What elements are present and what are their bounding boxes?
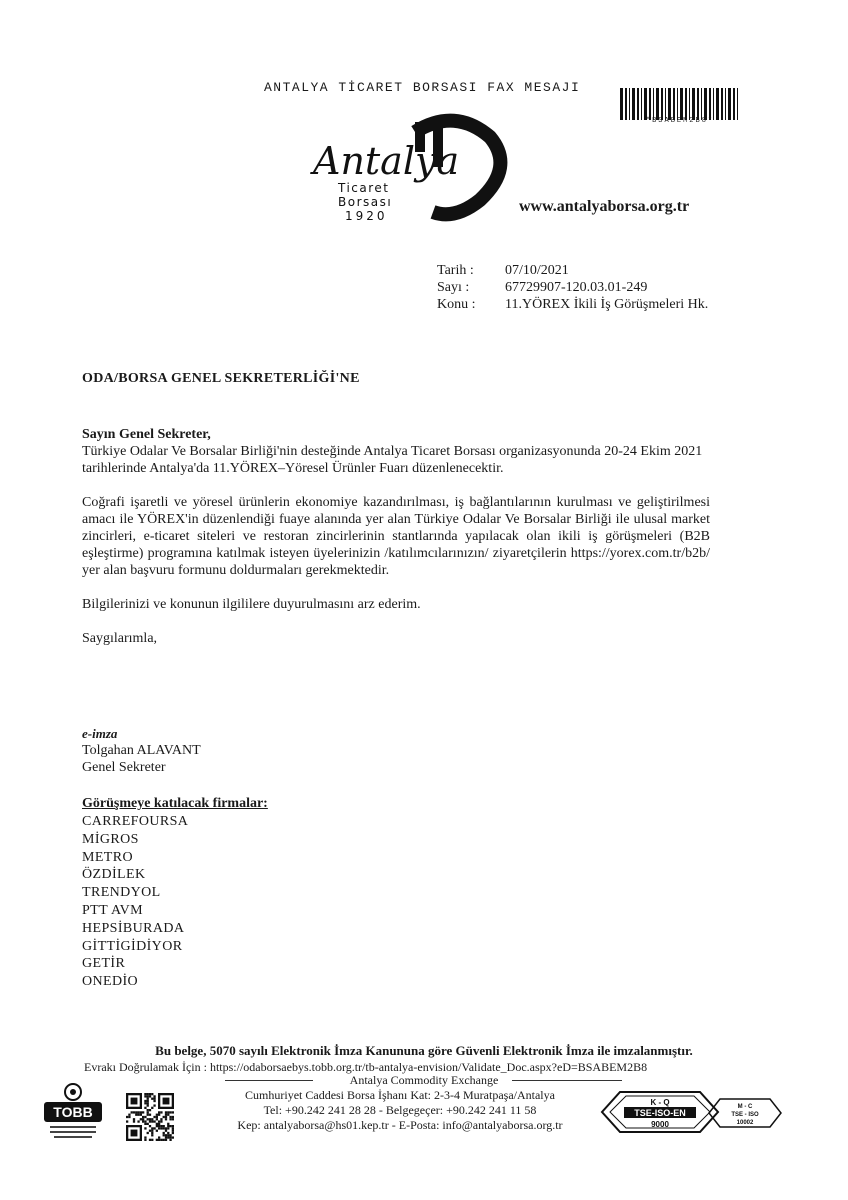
company-item: METRO	[82, 849, 133, 865]
document-meta	[437, 262, 725, 313]
footer-address: Cumhuriyet Caddesi Borsa İşhanı Kat: 2-3-4 Muratpaşa/Antalya	[245, 1088, 555, 1102]
company-item: PTT AVM	[82, 902, 144, 918]
company-item: CARREFOURSA	[82, 814, 189, 829]
company-item: MİGROS	[82, 831, 139, 847]
company-item: HEPSİBURADA	[82, 920, 185, 936]
svg-text:9000: 9000	[651, 1120, 669, 1129]
footer-contact	[200, 1088, 600, 1133]
footer-org-name: Antalya Commodity Exchange	[349, 1073, 499, 1087]
svg-text:TSE-ISO-EN: TSE-ISO-EN	[634, 1108, 686, 1118]
closing: Saygılarımla,	[82, 631, 158, 646]
tse-iso-en-9000-certificate-icon	[600, 1090, 720, 1134]
barcode-text: *BSABEM2B8*	[645, 117, 715, 125]
svg-text:10002: 10002	[736, 1120, 754, 1126]
meta-subject: Konu : 11.YÖREX İkili İş Görüşmeleri Hk.	[437, 297, 709, 312]
signature-block	[82, 742, 201, 776]
svg-text:K - Q: K - Q	[650, 1098, 670, 1107]
signer-title: Genel Sekreter	[82, 760, 166, 775]
paragraph-3: Bilgilerinizi ve konunun ilgililere duyurulmasını arz ederim.	[82, 597, 421, 612]
tobb-text: TOBB	[53, 1104, 93, 1120]
footer-email: Kep: antalyaborsa@hs01.kep.tr - E-Posta: info@antalyaborsa.org.tr	[237, 1118, 563, 1132]
salutation: Sayın Genel Sekreter,	[82, 427, 211, 442]
meta-date: Tarih : 07/10/2021	[437, 263, 569, 278]
website-url: www.antalyaborsa.org.tr	[519, 198, 690, 215]
fax-title: ANTALYA TİCARET BORSASI FAX MESAJI	[264, 80, 581, 95]
addressee: ODA/BORSA GENEL SEKRETERLİĞİ'NE	[82, 371, 360, 386]
e-signature-label: e-imza	[82, 726, 118, 741]
letter-body	[82, 426, 710, 647]
logo-line1: Ticaret	[338, 181, 390, 195]
companies-title: Görüşmeye katılacak firmalar:	[82, 796, 268, 811]
antalya-borsasi-logo	[305, 112, 520, 227]
company-item: ÖZDİLEK	[82, 867, 146, 883]
tobb-logo-icon	[40, 1082, 106, 1140]
footer-legal-notice: Bu belge, 5070 sayılı Elektronik İmza Kanununa göre Güvenli Elektronik İmza ile imzalanmıştır.	[155, 1043, 693, 1058]
logo-line2: Borsası	[338, 195, 393, 209]
signer-name: Tolgahan ALAVANT	[82, 743, 201, 758]
qr-code-icon	[126, 1093, 174, 1141]
company-item: GETİR	[82, 956, 126, 972]
company-list	[82, 813, 188, 991]
company-item: TRENDYOL	[82, 885, 161, 901]
company-item: GİTTİGİDİYOR	[82, 938, 183, 954]
company-item: ONEDİO	[82, 974, 139, 990]
tse-iso-10002-certificate-icon	[708, 1098, 782, 1128]
svg-text:TSE - ISO: TSE - ISO	[731, 1112, 759, 1118]
logo-script: Antalya	[313, 139, 460, 183]
footer-verify-link[interactable]: Evrakı Doğrulamak İçin : https://odaborsaebys.tobb.org.tr/tb-antalya-envision/Validate_Doc.aspx?eD=BSABEM2B8	[84, 1060, 648, 1074]
footer-phone: Tel: +90.242 241 28 28 - Belgegeçer: +90.242 241 11 58	[263, 1103, 537, 1117]
paragraph-1: Türkiye Odalar Ve Borsalar Birliği'nin desteğinde Antalya Ticaret Borsası organizasyonunda 20-24 Ekim 2021 tarihlerinde Antalya'da 11.YÖREX–Yöresel Ürünler Fuarı düzenlenecektir.	[82, 444, 703, 476]
meta-number: Sayı : 67729907-120.03.01-249	[437, 280, 648, 295]
logo-year: 1920	[345, 209, 388, 223]
svg-text:M - C: M - C	[737, 1104, 753, 1110]
paragraph-2: Coğrafi işaretli ve yöresel ürünlerin ekonomiye kazandırılması, iş bağlantılarının kurulması ve geliştirilmesi amacı ile YÖREX'in düzenlendiği fuaye alanında yer alan Türkiye Odalar Ve Borsalar Birliği ile ulusal market zincirleri, e-ticaret siteleri ve restoran zincirlerinin stantlarında yapılacak olan ikili iş görüşmeleri (B2B eşleştirme) programına katılmak isteyen üyelerinizin /katılımcılarınızın/ ziyaretçilerin https://yorex.com.tr/b2b/ yer alan başvuru formunu doldurmaları gerekmektedir.	[82, 495, 710, 578]
